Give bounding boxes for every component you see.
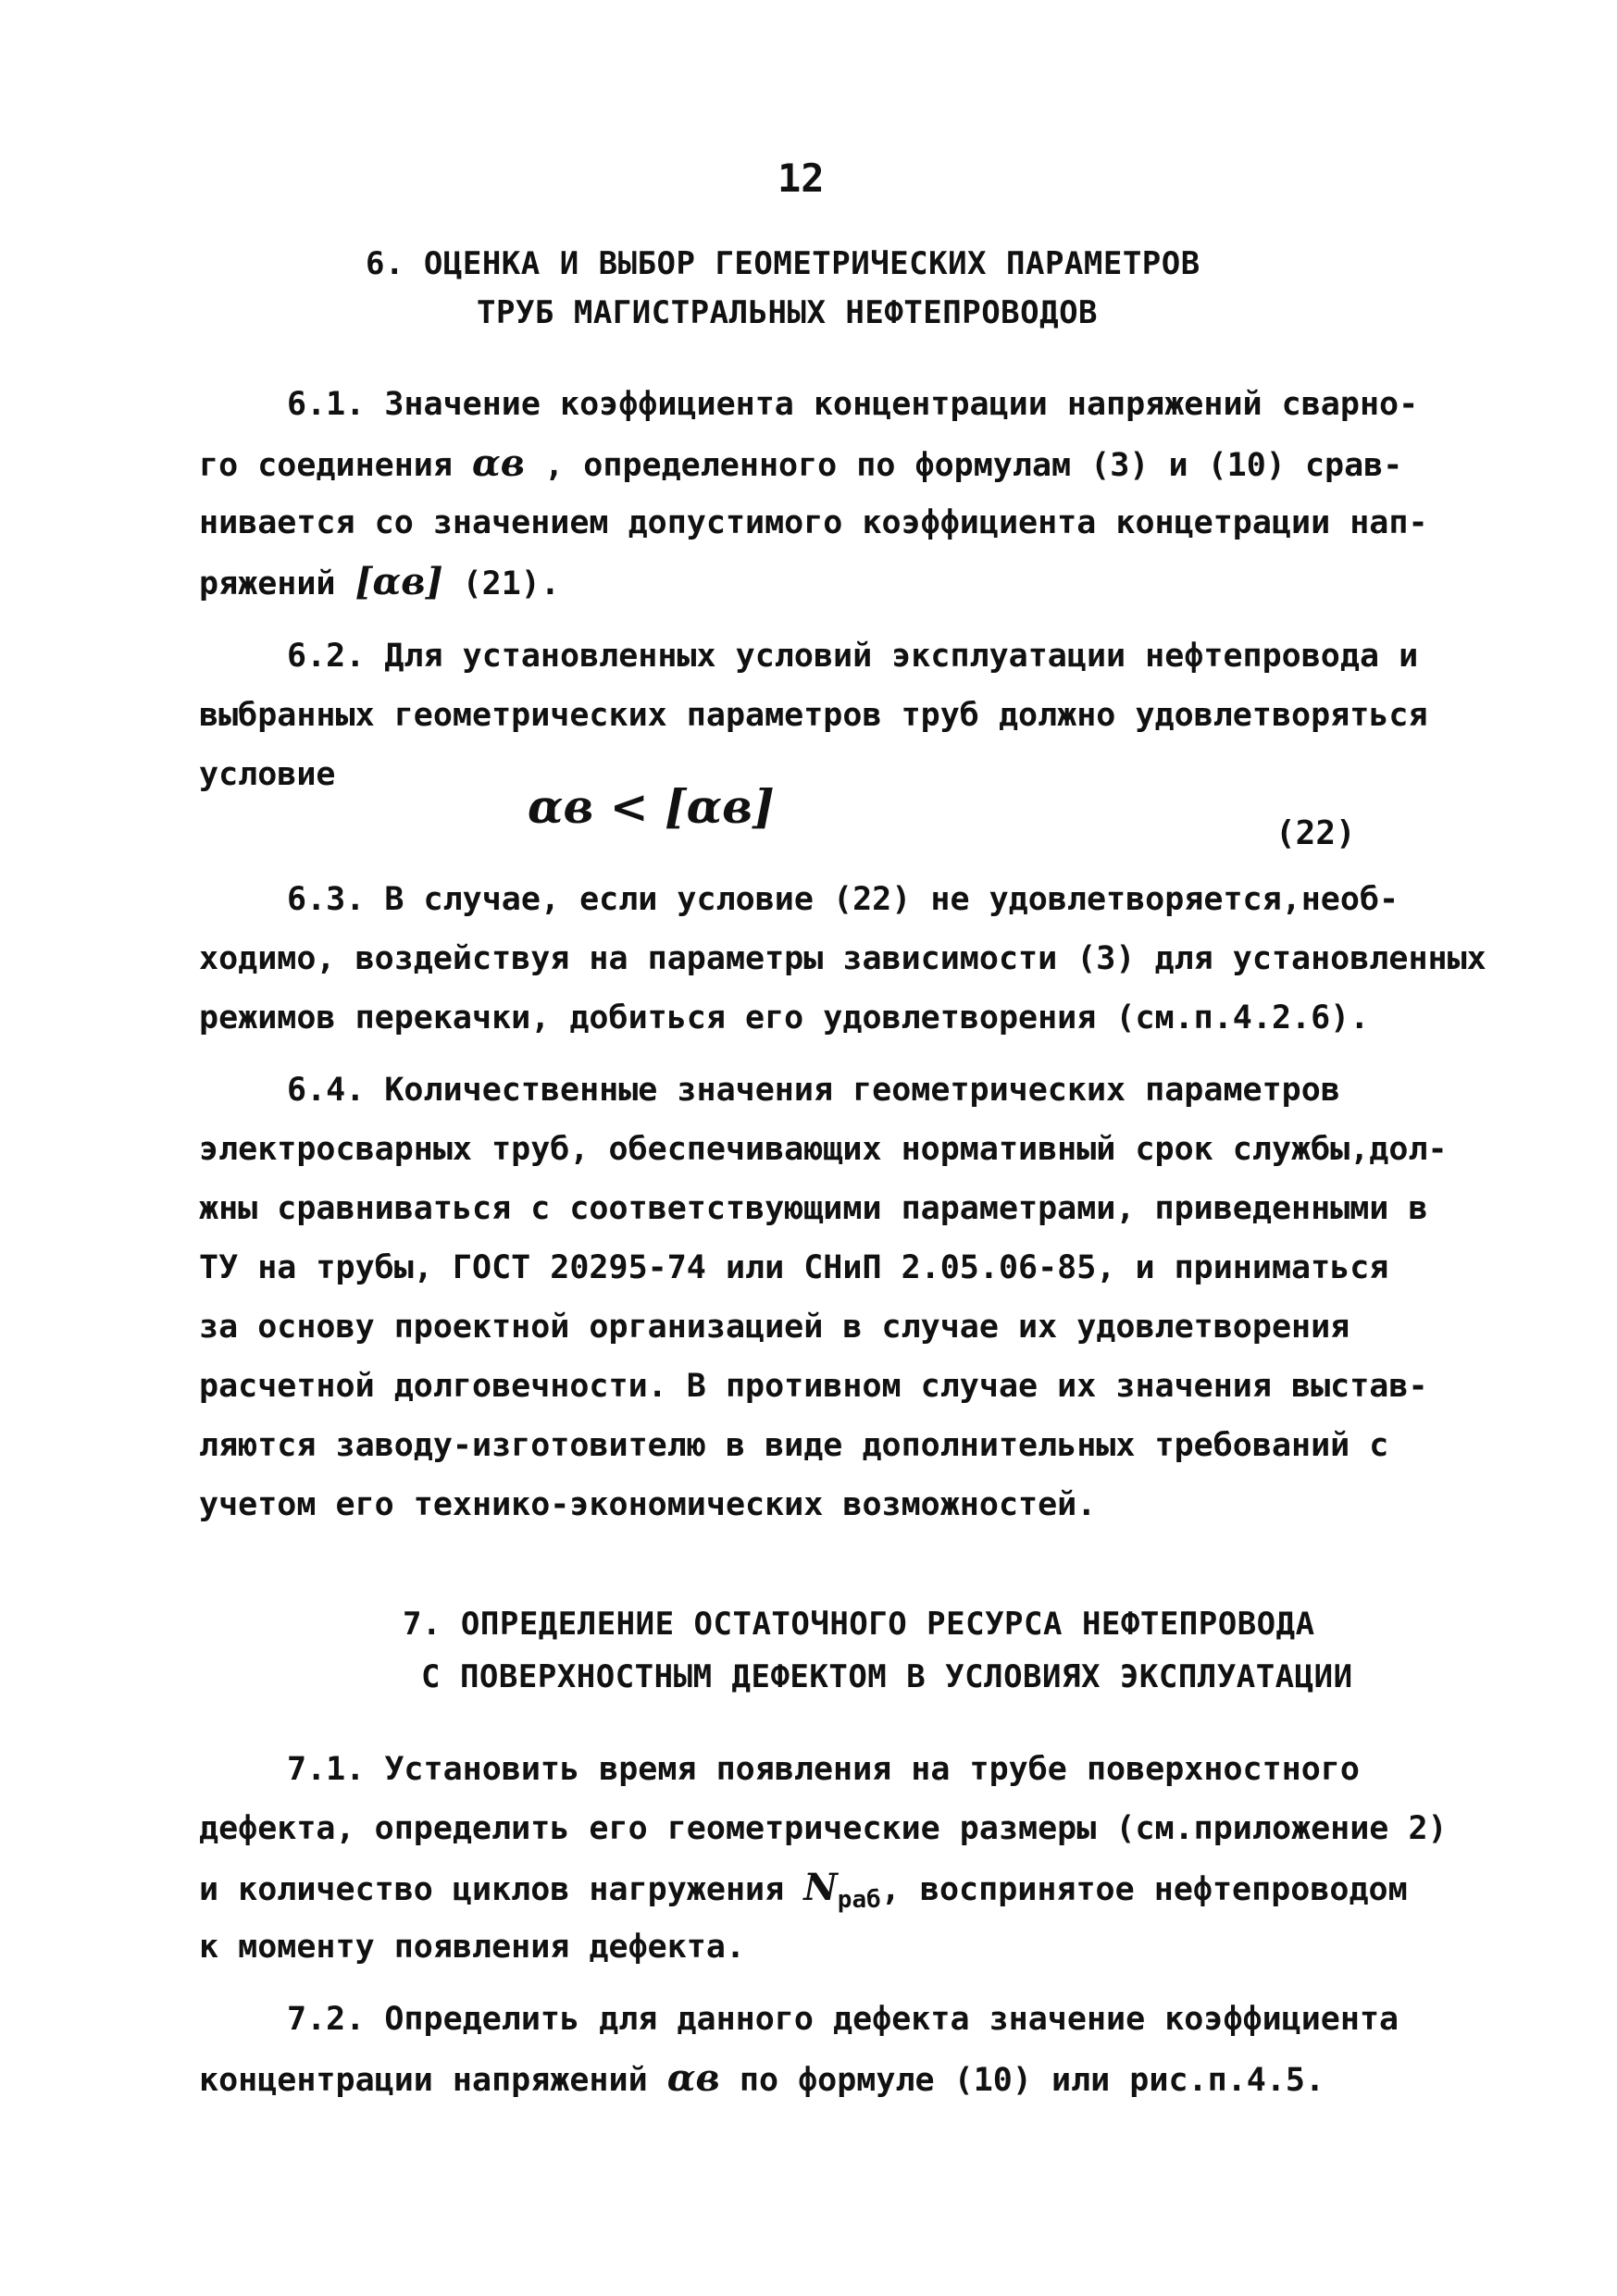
paragraph-7-1 — [199, 1740, 1448, 1977]
p72-line1: 7.2. Определить для данного дефекта значение коэффициента — [287, 2001, 1399, 2038]
p61-line1: 6.1. Значение коэффициента концентрации напряжений сварно- — [287, 386, 1419, 423]
p62-line1: 6.2. Для установленных условий эксплуатации нефтепровода и — [287, 638, 1419, 675]
p64-line1: 6.4. Количественные значения геометрических параметров — [287, 1072, 1340, 1109]
p71-line3-a: и количество циклов нагружения — [199, 1871, 785, 1908]
p71-line1: 7.1. Установить время появления на трубе поверхностного — [287, 1751, 1360, 1788]
p71-line3-b: , воспринятое нефтепроводом — [880, 1871, 1408, 1908]
paragraph-6-1 — [199, 375, 1428, 612]
alpha-v-symbol-7-2: αв — [666, 2056, 720, 2100]
p61-line4-b: (21). — [462, 565, 560, 602]
p72-line2 — [199, 2049, 1399, 2108]
p64-line8: учетом его технико-экономических возможностей. — [199, 1486, 1097, 1523]
paragraph-6-2 — [199, 627, 1428, 804]
p71-line2: дефекта, определить его геометрические размеры (см.приложение 2) — [199, 1810, 1448, 1847]
formula-22: αв < [αв] — [528, 779, 775, 834]
p64-line5: за основу проектной организацией в случае их удовлетворения — [199, 1309, 1350, 1346]
section-6-heading-line2: ТРУБ МАГИСТРАЛЬНЫХ НЕФТЕПРОВОДОВ — [477, 294, 1099, 331]
n-symbol: N — [803, 1866, 838, 1909]
p64-line6: расчетной долговечности. В противном случае их значения выстав- — [199, 1368, 1428, 1405]
p64-line4: ТУ на трубы, ГОСТ 20295-74 или СНиП 2.05.06-85, и приниматься — [199, 1249, 1389, 1286]
p61-line2-a: го соединения — [199, 447, 453, 484]
n-symbol-subscript: раб — [837, 1886, 881, 1914]
alpha-v-allowed-symbol: [αв] — [354, 560, 443, 603]
section-7-heading-line2: С ПОВЕРХНОСТНЫМ ДЕФЕКТОМ В УСЛОВИЯХ ЭКСПЛУАТАЦИИ — [421, 1658, 1353, 1695]
p61-line3: нивается со значением допустимого коэффициента концетрации нап- — [199, 504, 1428, 541]
formula-22-number: (22) — [1275, 814, 1356, 852]
paragraph-6-3 — [199, 870, 1486, 1048]
p72-line2-a: концентрации напряжений — [199, 2062, 648, 2099]
p61-line2 — [199, 434, 1428, 493]
p61-line2-b: , определенного по формулам (3) и (10) срав- — [544, 447, 1403, 484]
alpha-v-symbol: αв — [472, 441, 526, 485]
paragraph-6-4 — [199, 1061, 1448, 1534]
p72-line2-b: по формуле (10) или рис.п.4.5. — [739, 2062, 1325, 2099]
section-6-heading-line1: 6. ОЦЕНКА И ВЫБОР ГЕОМЕТРИЧЕСКИХ ПАРАМЕТРОВ — [366, 245, 1200, 282]
p62-line3: условие — [199, 756, 336, 793]
p63-line3: режимов перекачки, добиться его удовлетворения (см.п.4.2.6). — [199, 999, 1370, 1036]
p71-line4: к моменту появления дефекта. — [199, 1929, 746, 1966]
p64-line3: жны сравниваться с соответствующими параметрами, приведенными в — [199, 1190, 1428, 1227]
paragraph-7-2 — [199, 1990, 1399, 2108]
page-number: 12 — [777, 155, 825, 201]
p71-line3 — [199, 1858, 1448, 1917]
p64-line7: ляются заводу-изготовителю в виде дополнительных требований с — [199, 1427, 1389, 1464]
p61-line4-a: ряжений — [199, 565, 336, 602]
p61-line4 — [199, 552, 1428, 612]
p64-line2: электросварных труб, обеспечивающих нормативный срок службы,дол- — [199, 1131, 1448, 1168]
p63-line2: ходимо, воздействуя на параметры зависимости (3) для установленных — [199, 940, 1486, 977]
section-7-heading-line1: 7. ОПРЕДЕЛЕНИЕ ОСТАТОЧНОГО РЕСУРСА НЕФТЕПРОВОДА — [403, 1606, 1315, 1643]
p62-line2: выбранных геометрических параметров труб должно удовлетворяться — [199, 697, 1428, 734]
p63-line1: 6.3. В случае, если условие (22) не удовлетворяется,необ- — [287, 881, 1399, 918]
